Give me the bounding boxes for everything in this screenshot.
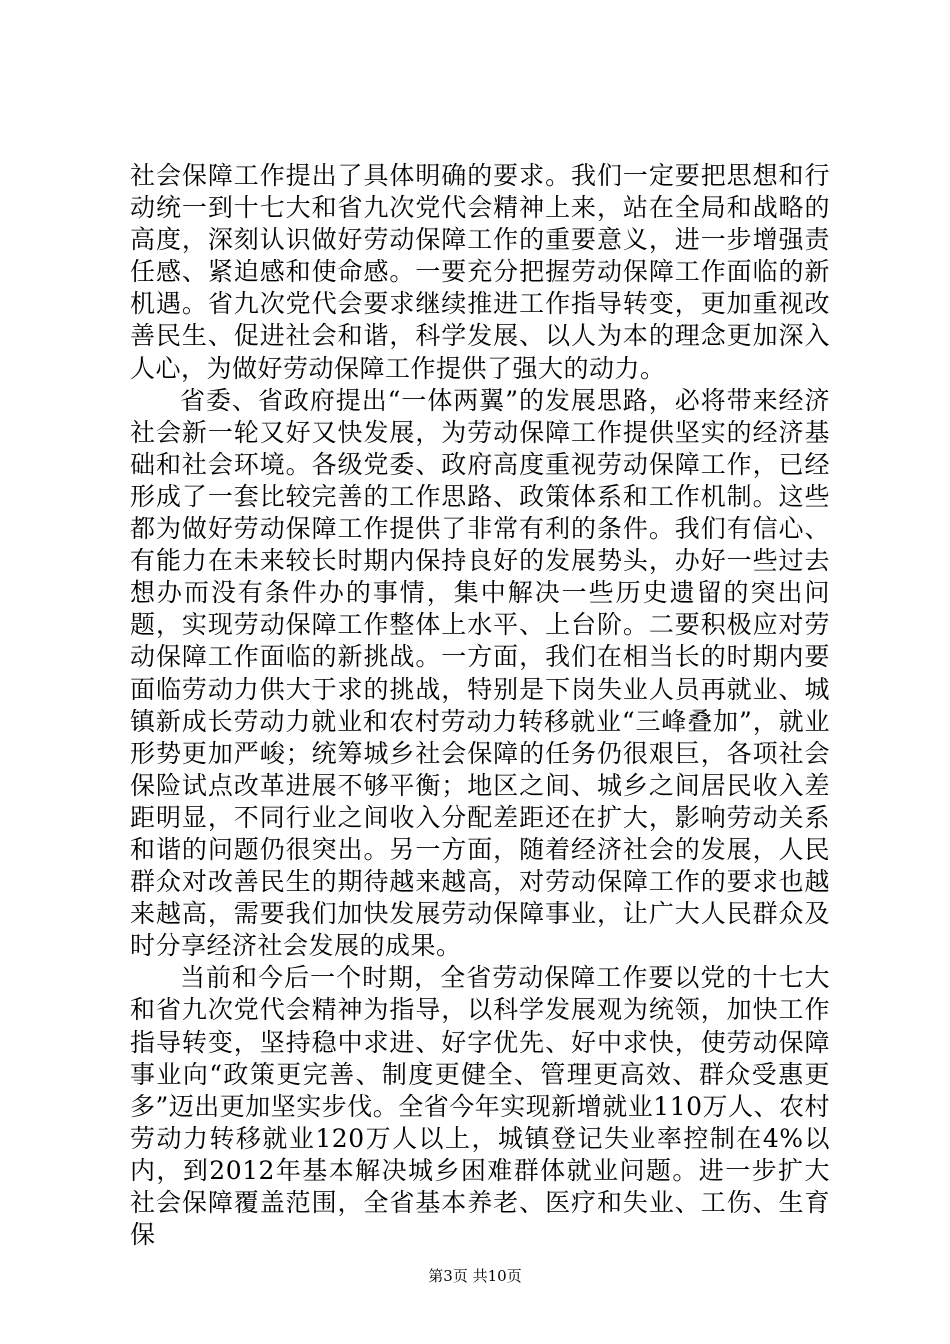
document-body: [130, 160, 830, 1251]
paragraph-2: 省委、省政府提出“一体两翼”的发展思路，必将带来经济社会新一轮又好又快发展，为劳动保障工作提供坚实的经济基础和社会环境。各级党委、政府高度重视劳动保障工作，已经形成了一套比较完善的工作思路、政策体系和工作机制。这些都为做好劳动保障工作提供了非常有利的条件。我们有信心、有能力在未来较长时期内保持良好的发展势头，办好一些过去想办而没有条件办的事情，集中解决一些历史遗留的突出问题，实现劳动保障工作整体上水平、上台阶。二要积极应对劳动保障工作面临的新挑战。一方面，我们在相当长的时期内要面临劳动力供大于求的挑战，特别是下岗失业人员再就业、城镇新成长劳动力就业和农村劳动力转移就业“三峰叠加”，就业形势更加严峻；统筹城乡社会保障的任务仍很艰巨，各项社会保险试点改革进展不够平衡；地区之间、城乡之间居民收入差距明显，不同行业之间收入分配差距还在扩大，影响劳动关系和谐的问题仍很突出。另一方面，随着经济社会的发展，人民群众对改善民生的期待越来越高，对劳动保障工作的要求也越来越高，需要我们加快发展劳动保障事业，让广大人民群众及时分享经济社会发展的成果。: [130, 385, 830, 961]
page-number-footer: 第3页 共10页: [428, 1267, 522, 1285]
paragraph-1: 社会保障工作提出了具体明确的要求。我们一定要把思想和行动统一到十七大和省九次党代会精神上来，站在全局和战略的高度，深刻认识做好劳动保障工作的重要意义，进一步增强责任感、紧迫感和使命感。一要充分把握劳动保障工作面临的新机遇。省九次党代会要求继续推进工作指导转变，更加重视改善民生、促进社会和谐，科学发展、以人为本的理念更加深入人心，为做好劳动保障工作提供了强大的动力。: [130, 161, 830, 383]
paragraph-3: 当前和今后一个时期，全省劳动保障工作要以党的十七大和省九次党代会精神为指导，以科学发展观为统领，加快工作指导转变，坚持稳中求进、好字优先、好中求快，使劳动保障事业向“政策更完善、制度更健全、管理更高效、群众受惠更多”迈出更加坚实步伐。全省今年实现新增就业110万人、农村劳动力转移就业120万人以上，城镇登记失业率控制在4%以内，到2012年基本解决城乡困难群体就业问题。进一步扩大社会保障覆盖范围，全省基本养老、医疗和失业、工伤、生育保: [130, 963, 831, 1250]
